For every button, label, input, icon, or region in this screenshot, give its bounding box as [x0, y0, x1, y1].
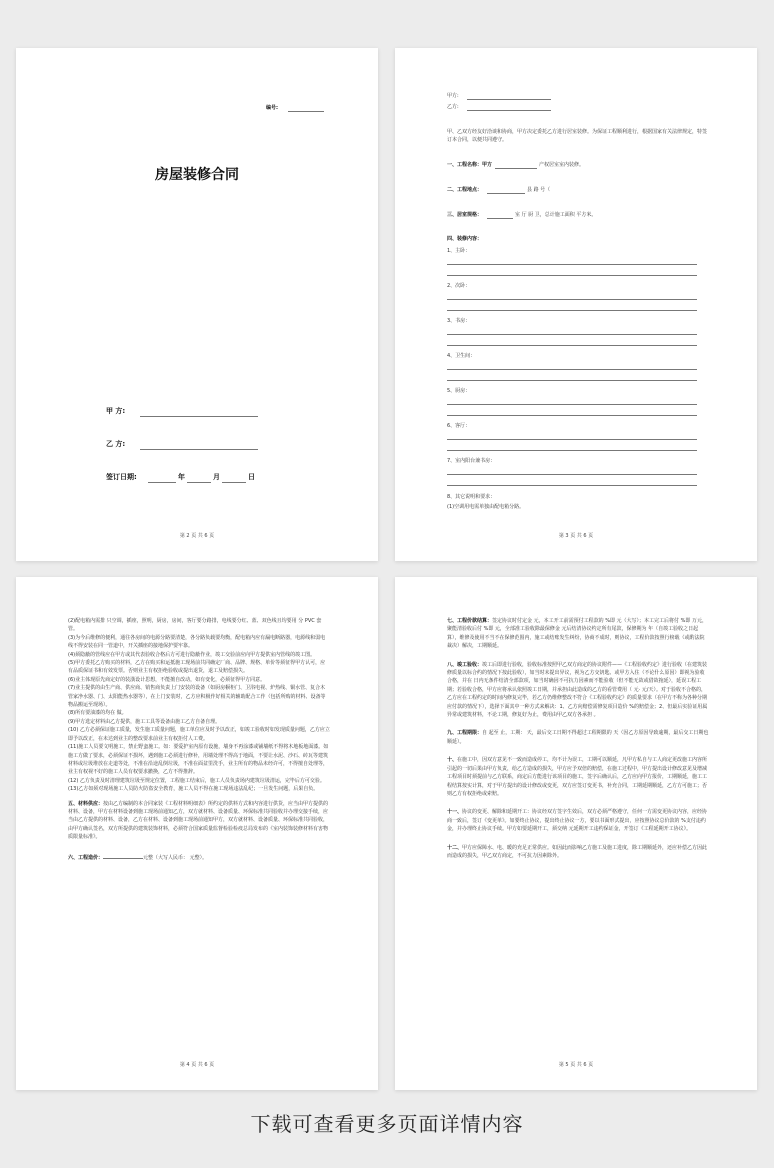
day-label: 日 [248, 473, 255, 481]
clause-paragraph: (9)甲方选定材料由乙方提供，施工工具等设备由施工乙方自备自理。 [68, 718, 221, 725]
year-line [148, 482, 176, 483]
room-line [447, 264, 697, 265]
room-line [447, 404, 697, 405]
page-footer: 第 2 页 共 6 页 [179, 533, 215, 539]
party-b-line [467, 110, 551, 111]
item-2-line [487, 193, 525, 194]
room-5: 5、厨房： [447, 388, 471, 394]
cover-page [16, 48, 378, 561]
section-7-title: 七、工程价款结算： [447, 618, 493, 624]
page-footer: 第 4 页 共 6 页 [179, 1062, 215, 1068]
clause-paragraph: (8)所有要油漆的均在 做。 [68, 710, 127, 717]
room-line [447, 334, 697, 335]
clause-paragraph: (2)配电箱内需排 只空调，插座，照明，厨房，房间，客厅要分路排，电线要分红、蓝、双色线且均要用 分 PVC 套管。 [68, 618, 322, 633]
clause-paragraph: (12) 乙方负责及时清理建筑垃圾至规定位置，工程施工结束后，施工人员负责场内建筑垃圾清运，完毕后方可交验。 [68, 777, 325, 784]
page-footer: 第 5 页 共 6 页 [558, 1062, 594, 1068]
month-label: 月 [213, 473, 220, 481]
download-caption[interactable]: 下载可查看更多页面详情内容 [250, 1112, 524, 1136]
section-11-text: 协议的变更、解除和延期开工：协议经双方签字生效后，双方必须严格遵守，任何一方需变更协议内容，应经协商一致后，签订《变更单》。如要终止协议，提出终止协议一方，要以书面形式提出，应按照协议总价款的 %支付违约金，并办理终止协议手续。甲方如要延期开工，须交纳 元延期开工违约保证金，开签订《工程延期开工协议》。 [447, 809, 708, 833]
room-line [447, 380, 697, 381]
room-line [447, 275, 697, 276]
room-line [447, 310, 697, 311]
page-three [16, 577, 378, 1090]
clause-paragraphs [447, 617, 709, 860]
clause-paragraph: (3)为今后维修的便利，通往各房间的电源分路要清楚，各分路负载要均衡，配电箱内应有漏电断路器，电源线和弱电线不得安装在同一管道中，开关插座的接地保护要牢靠。 [68, 634, 326, 650]
item-3-line [487, 218, 513, 219]
item-3: 三、居室规格： [447, 212, 483, 218]
page-four [395, 577, 757, 1090]
party-a-label: 甲方: [447, 93, 459, 99]
section-10-title: 十、 [447, 757, 458, 764]
clause-paragraph: (7)业主提供的由生产商、供应商、销售商负责上门安装的设备（如厨房橱柜门、卫浴电视、炉热线、铜水管、复合木管家净水器、门、太阳能热水器等），在上门安装时，乙方应积极作好相关的辅助配合工作（包括所购的材料、设备等物品搬运至现场）。 [68, 685, 326, 709]
item-4: 四、装修内容： [447, 236, 483, 242]
party-b-line [140, 449, 258, 450]
room-1: 1、主卧： [447, 248, 471, 254]
item-1-tail: 产权居室室内装修。 [539, 162, 585, 168]
contract-title: 房屋装修合同 [155, 167, 239, 183]
item-3-tail: 室 厅 厨 卫，总计施工面积 平方米。 [515, 212, 597, 218]
room-7: 7、室内阳台兼书房： [447, 458, 496, 464]
contract-number-line [288, 111, 324, 112]
clause-paragraph: (13)乙方如须对现场施工人员防火防盗安全教育，施工人员不得在施工现场违法乱纪；一旦发生问题，后果自负。 [68, 786, 319, 793]
sign-date-label: 签订日期: [106, 473, 137, 481]
clause-paragraphs [68, 617, 330, 862]
section-10-text: 在施工中，因双方意见不一致而造成停工，均不计为误工，工期可以顺延，凡甲方私自与工人商定更改施工内容所引起的一切后果由甲方负责，给乙方造成的损失，甲方应予双倍的赔偿，在施工过程中，甲方提出设计修改意见及增减工程项目时须提前与乙方联系，商定后方能进行该项目的施工，签字后确认后，乙方应向甲方报价，工期顺延，施工工程结算按实计算，对于甲方提出的设计修改或变更，双方应签订变更书，补充合同，工期延期顺延，乙方方可施工；否则乙方有权拒绝或索赔。 [447, 757, 708, 797]
section-6-title: 六、工程造价： [68, 854, 104, 861]
room-line [447, 485, 697, 486]
room-line [447, 345, 697, 346]
intro-paragraph: 甲、乙双方经友好洽谈和协商，甲方决定委托乙方进行居室装修。为保证工程顺利进行，根据国家有关法律规定，特签订本合同，以便共同遵守。 [447, 129, 708, 144]
section-8-title: 八、竣工验收： [447, 661, 483, 668]
party-a-label: 甲 方: [106, 407, 126, 415]
room-line [447, 474, 697, 475]
page-two [395, 48, 757, 561]
clause-paragraph: (4)须隐蔽的管线应在甲方或其代表验收合格后方可进行隐蔽作业，竣工交验前应向甲方提供室内管线的竣工图。 [68, 651, 316, 658]
page-footer: 第 3 页 共 6 页 [558, 533, 594, 539]
room-4: 4、卫生间： [447, 353, 476, 359]
clause-paragraph: (10) 乙方必须保证施工质量，发生施工质量问题，施工单位应及时予以改正，如竣工验收时如发现质量问题，乙方应立即予以改正，在未达到业主的整改要求前业主有权拒付人工费。 [68, 727, 330, 742]
item-2: 二、工程地点： [447, 187, 483, 193]
item-8: 8、其它说明和要求： [447, 494, 496, 500]
room-3: 3、书房： [447, 318, 471, 324]
contract-number-label: 编号: [266, 105, 278, 111]
party-a-line [140, 416, 258, 417]
item-2-tail: 县 路 号（ [527, 187, 551, 193]
item-8-1: (1)空调用电需单独由配电箱分路。 [447, 504, 525, 510]
clause-paragraph: (5)甲方委托乙方购买的材料，乙方在购买和运抵施工现场前共同确定厂商、品牌、规格、单价等须征得甲方认可，应有品质保证书和有效发票。否则业主有权拒绝验收或提出退货，退工及赔偿损失。 [68, 660, 326, 675]
room-line [447, 369, 697, 370]
room-line [447, 439, 697, 440]
room-line [447, 299, 697, 300]
section-5-text: 按由乙方编制的本合同家装《工程材料明细表》所约定的供料方式和内容进行供货，应当由甲方提供的材料、设备，甲方在材料设备到施工现场前通知乙方，双方就材料、设备质量、环保标准共同验收并办理交接手续，应当由乙方提供的材料、设备，乙方在材料、设备到施工现场前通知甲方，双方就材料、设备质量、环保标准共同验收，由甲方确认签名，双方所提供的建筑装饰材料，必须符合国家质量监督检验检疫总局发布的《室内装饰装修材料有害物质限量标准》。 [68, 800, 329, 841]
party-a-line [467, 99, 551, 100]
section-9-title: 九、工程期限： [447, 730, 483, 737]
price-line [103, 858, 143, 859]
room-6: 6、客厅： [447, 423, 471, 429]
day-line [222, 482, 246, 483]
item-1: 一、工程名称：甲方 [447, 162, 493, 168]
year-label: 年 [178, 473, 185, 481]
clause-paragraph: (11)施工人员要文明施工，禁止野蛮施工。如：要爱护室内原有设施，墙身不再涂漆或铺墙纸不得将木地板地面漆。如施工方做了要求，必须保证不损坏，遇到施工必须进行修补，用墙处理不得高于地面，不要让水泥、沙石、砖瓦等建筑材料或垃圾堆放在走道等处，不准在沿途乱倒垃圾，不准在面盆里洗手，业主所有的物品未经许可，不得擅自处理等，业主有权视不好的施工人员有权要求撤换，乙方不得推辞。 [68, 744, 329, 776]
section-7-text: 签定协议时付定金 元，本工开工前需预付工程款的 %即 元（大写）；本工完工后将付 %即 万元，聚能清验收后付 %即 元，全部准工验收除最保修金 元后结清协议约定所有尾款，保修期为 年（自竣工验收之日起算），维修及使用不当不在保修范围内，施工或结账发生纠纷，协商不成时，则协议，工程价款按照行榜载（或酌法院裁决）解决，工期顺延。 [447, 618, 707, 650]
item-1-line [495, 168, 537, 169]
room-line [447, 415, 697, 416]
section-6-text: 元整（大写人民币： 元整）。 [143, 854, 208, 861]
section-11-title: 十一、 [447, 809, 463, 816]
section-12-title: 十二、 [447, 844, 463, 851]
section-5-title: 五、材料供应： [68, 800, 104, 807]
section-8-text: 竣工后即进行验收，验收标准按照甲乙双方商定的协议附件——《工程验收约定》进行验收（在建筑装修质量以标合约的情况下按此验收），如当时未提出异议，视为乙方交钥匙、或甲方入住（不论什么原因）即视为验收合格，并在 日内无条件结清全部款项，如当时确因不可抗力因素而不能验收（但不能无故或借故拖延），延误工程工期；若验收合格，甲方应将承认依照竣工日期，并承担由此造成的乙方的看管费用（ 元· 元/天）。对于验收不合格的，乙方应在工程约定的时间内修复完毕，若乙方仍维修整改不符合《工程验收约定》的质量要求（在甲方不称为各种分期应付款的情况下），选择下面其中一种方式来解决：1、乙方向赔偿需修复项目造价 %的赔偿金；2、但最后实验证用属异常或建筑材料，不论工期，修复好为止，费用由甲乙双方各承担 。 [447, 661, 708, 719]
section-12-text: 甲方应保障水、电、暖的充足正常供应。如因此而影响乙方施工及施工进度，除工期顺延外，还应补偿乙方因此而造成的损失，甲乙双方商定，不可抗力因素除外。 [447, 844, 708, 859]
room-line [447, 450, 697, 451]
party-b-label: 乙方: [447, 104, 459, 110]
section-9-text: 自 起至 止，工期： 天，最后交工日期不得超过工程期限的 天（因乙方原因导致逾期，最后交工日期也顺延）。 [447, 730, 709, 745]
month-line [187, 482, 211, 483]
party-b-label: 乙 方: [106, 440, 126, 448]
clause-paragraph: (6)业主体现原先商定好的装潢设计思想，不能擅自改动，如有变化，必须征得甲方同意。 [68, 676, 266, 683]
room-2: 2、次卧： [447, 283, 471, 289]
